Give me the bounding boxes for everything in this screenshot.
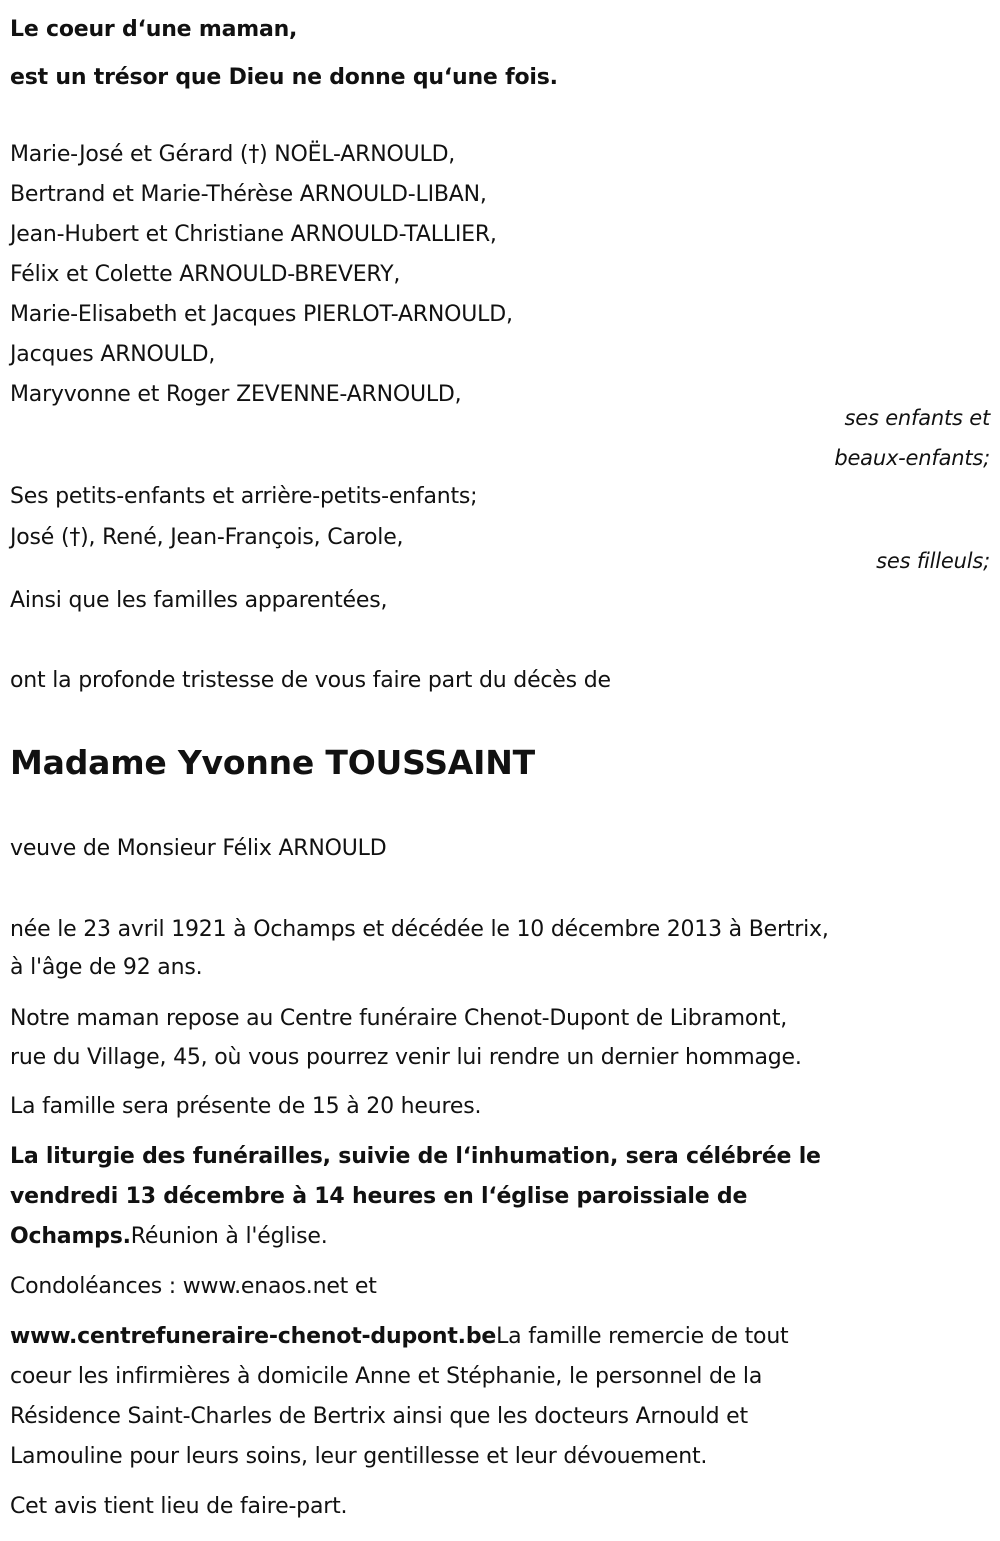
- epigraph-line: est un trésor que Dieu ne donne qu‘une fois.: [10, 65, 558, 90]
- announcement: ont la profonde tristesse de vous faire part du décès de: [10, 668, 611, 693]
- liturgy: La liturgie des funérailles, suivie de l‘inhumation, sera célébrée le: [10, 1144, 821, 1169]
- family-member: Jean-Hubert et Christiane ARNOULD-TALLIER,: [10, 222, 497, 247]
- thanks-line: [10, 1317, 789, 1357]
- family-member: Maryvonne et Roger ZEVENNE-ARNOULD,: [10, 382, 462, 407]
- thanks: La famille remercie de tout: [496, 1324, 789, 1349]
- relation-label: ses filleuls;: [876, 549, 990, 573]
- thanks: Lamouline pour leurs soins, leur gentillesse et leur dévouement.: [10, 1444, 708, 1469]
- deceased-name: Madame Yvonne TOUSSAINT: [10, 743, 535, 782]
- epigraph-line: Le coeur d‘une maman,: [10, 17, 298, 42]
- liturgy-end: [10, 1217, 328, 1257]
- family-member: Félix et Colette ARNOULD-BREVERY,: [10, 262, 401, 287]
- relation-label: beaux-enfants;: [834, 446, 990, 470]
- liturgy: Ochamps.: [10, 1224, 131, 1249]
- liturgy: vendredi 13 décembre à 14 heures en l‘église paroissiale de: [10, 1184, 748, 1209]
- meeting: Réunion à l'église.: [130, 1224, 328, 1249]
- birth-death: à l'âge de 92 ans.: [10, 955, 203, 980]
- godchildren: José (†), René, Jean-François, Carole,: [10, 525, 404, 550]
- birth-death: née le 23 avril 1921 à Ochamps et décédée le 10 décembre 2013 à Bertrix,: [10, 917, 829, 942]
- thanks: coeur les infirmières à domicile Anne et Stéphanie, le personnel de la: [10, 1364, 763, 1389]
- closing: Cet avis tient lieu de faire-part.: [10, 1494, 348, 1519]
- family-member: Bertrand et Marie-Thérèse ARNOULD-LIBAN,: [10, 182, 487, 207]
- widow-of: veuve de Monsieur Félix ARNOULD: [10, 836, 387, 861]
- thanks: Résidence Saint-Charles de Bertrix ainsi que les docteurs Arnould et: [10, 1404, 748, 1429]
- presence: La famille sera présente de 15 à 20 heures.: [10, 1094, 482, 1119]
- relation-label: ses enfants et: [844, 406, 990, 430]
- rest-location: rue du Village, 45, où vous pourrez venir lui rendre un dernier hommage.: [10, 1045, 802, 1070]
- family-member: Marie-José et Gérard (†) NOËL-ARNOULD,: [10, 142, 456, 167]
- family-member: Jacques ARNOULD,: [10, 342, 216, 367]
- grandchildren: Ses petits-enfants et arrière-petits-enfants;: [10, 484, 478, 509]
- website-link[interactable]: www.centrefuneraire-chenot-dupont.be: [10, 1324, 497, 1349]
- condolences: Condoléances : www.enaos.net et: [10, 1274, 377, 1299]
- rest-location: Notre maman repose au Centre funéraire Chenot-Dupont de Libramont,: [10, 1006, 788, 1031]
- families: Ainsi que les familles apparentées,: [10, 588, 388, 613]
- family-member: Marie-Elisabeth et Jacques PIERLOT-ARNOULD,: [10, 302, 513, 327]
